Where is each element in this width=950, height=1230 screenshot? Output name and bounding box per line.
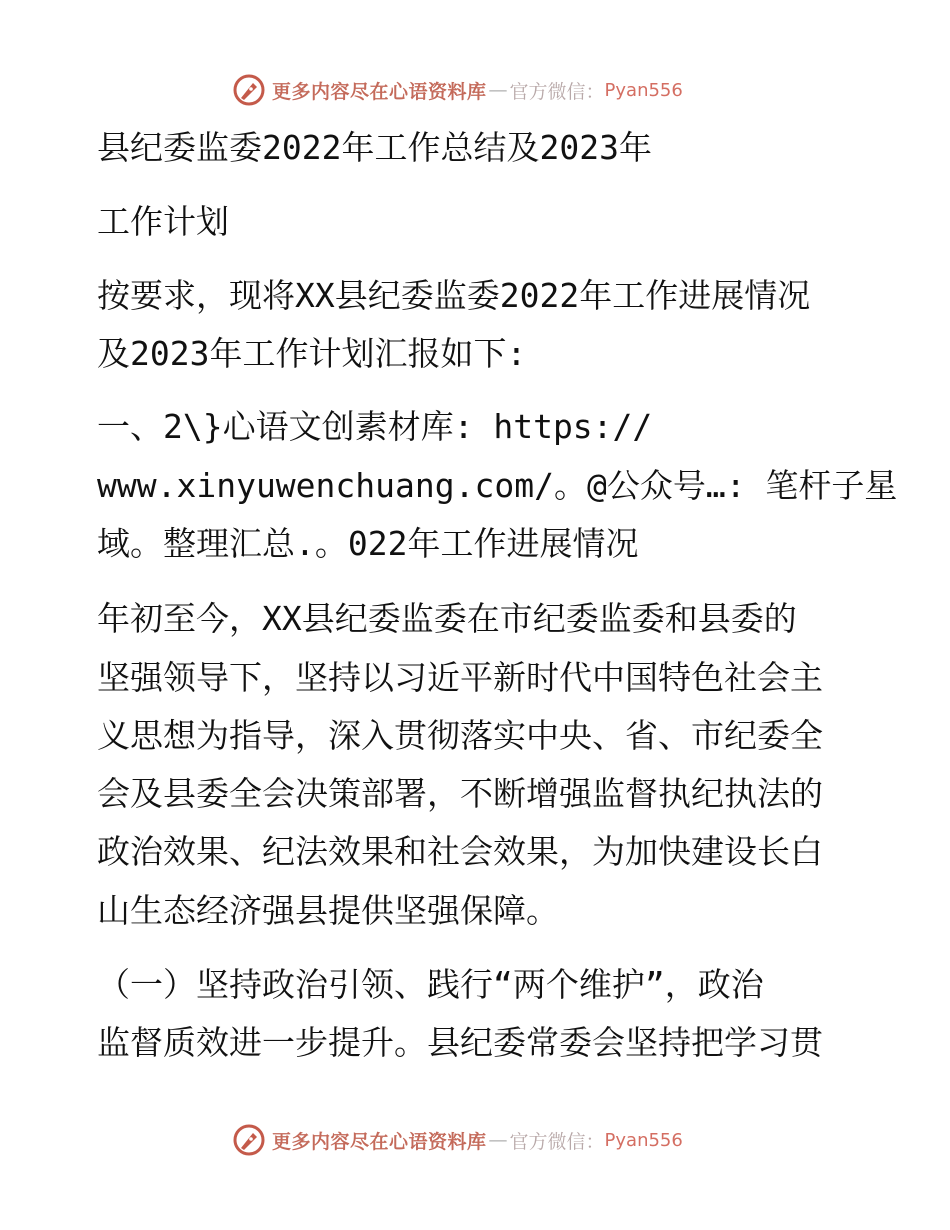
- footer-banner: [232, 1120, 712, 1160]
- pen-nib-logo-icon: [232, 1123, 266, 1157]
- title-line-1: 县纪委监委2022年工作总结及2023年: [97, 128, 652, 167]
- banner-wechat-id: Pyan556: [604, 79, 683, 101]
- section-1-line-2: www.xinyuwenchuang.com/。@公众号…: 笔杆子星: [97, 466, 898, 505]
- paragraph-1-line-5: 政治效果、纪法效果和社会效果，为加快建设长白: [97, 832, 823, 871]
- banner-text: 更多内容尽在心语资料库: [272, 1130, 487, 1153]
- banner-text: 更多内容尽在心语资料库: [272, 80, 487, 103]
- paragraph-2-line-1: （一）坚持政治引领、践行“两个维护”，政治: [97, 965, 764, 1004]
- intro-line-1: 按要求，现将XX县纪委监委2022年工作进展情况: [97, 276, 811, 315]
- paragraph-1-line-6: 山生态经济强县提供坚强保障。: [97, 891, 559, 930]
- paragraph-1-line-3: 义思想为指导，深入贯彻落实中央、省、市纪委全: [97, 716, 823, 755]
- banner-subtext: 官方微信：: [509, 1130, 605, 1153]
- banner-wechat-id: Pyan556: [604, 1129, 683, 1151]
- banner-separator: —: [488, 79, 508, 101]
- banner-subtext: 官方微信：: [509, 80, 605, 103]
- paragraph-1-line-2: 坚强领导下，坚持以习近平新时代中国特色社会主: [97, 658, 823, 697]
- section-1-line-3: 域。整理汇总.。022年工作进展情况: [97, 524, 639, 563]
- intro-line-2: 及2023年工作计划汇报如下:: [97, 334, 527, 373]
- paragraph-1-line-4: 会及县委全会决策部署，不断增强监督执纪执法的: [97, 774, 823, 813]
- pen-nib-logo-icon: [232, 73, 266, 107]
- banner-separator: —: [488, 1129, 508, 1151]
- section-1-line-1: 一、2\}心语文创素材库: https://: [97, 407, 653, 446]
- header-banner: [232, 70, 712, 110]
- paragraph-2-line-2: 监督质效进一步提升。县纪委常委会坚持把学习贯: [97, 1023, 823, 1062]
- title-line-2: 工作计划: [97, 202, 229, 241]
- paragraph-1-line-1: 年初至今，XX县纪委监委在市纪委监委和县委的: [97, 599, 797, 638]
